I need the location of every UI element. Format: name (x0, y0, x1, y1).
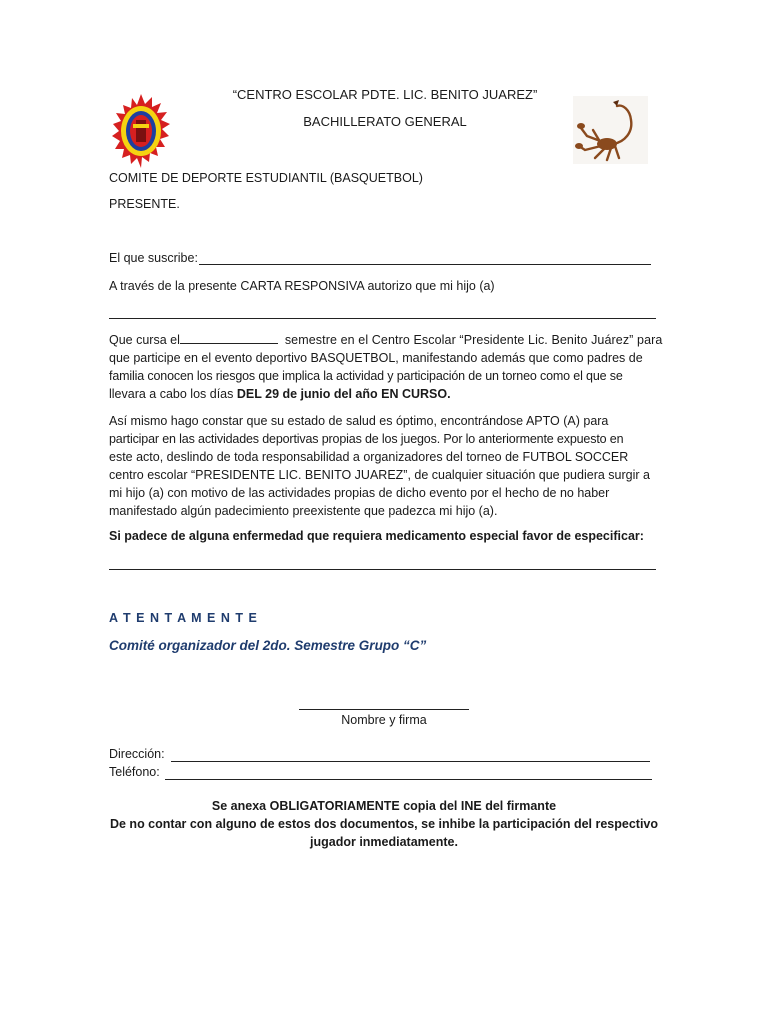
semester-blank[interactable] (180, 332, 278, 344)
committee-signature: Comité organizador del 2do. Semestre Grupo “C” (109, 638, 427, 653)
signature-blank[interactable] (299, 709, 469, 710)
suscribe-label: El que suscribe: (109, 251, 198, 265)
program-title: BACHILLERATO GENERAL (303, 114, 467, 129)
direccion-label: Dirección: (109, 747, 165, 761)
medical-blank[interactable] (109, 569, 656, 570)
school-emblem-icon (112, 94, 170, 168)
paragraph1-line4: llevara a cabo los días DEL 29 de junio del año EN CURSO. (109, 387, 451, 401)
school-title: “CENTRO ESCOLAR PDTE. LIC. BENITO JUAREZ” (232, 87, 538, 102)
paragraph2-line5: mi hijo (a) con motivo de las actividades propias de dicho evento por el hecho de no haber (109, 486, 610, 500)
note-line1: Se anexa OBLIGATORIAMENTE copia del INE del firmante (211, 799, 557, 813)
note-line3: jugador inmediatamente. (310, 835, 458, 849)
suscribe-blank[interactable] (199, 264, 651, 265)
child-name-blank[interactable] (109, 318, 656, 319)
signature-label: Nombre y firma (341, 713, 427, 727)
medical-question: Si padece de alguna enfermedad que requiera medicamento especial favor de especificar: (109, 529, 644, 543)
paragraph1-line1: Que cursa el semestre en el Centro Escolar “Presidente Lic. Benito Juárez” para (109, 333, 663, 347)
addressee-committee: COMITE DE DEPORTE ESTUDIANTIL (BASQUETBOL) (109, 171, 423, 185)
telefono-blank[interactable] (165, 779, 652, 780)
direccion-blank[interactable] (171, 761, 650, 762)
note-line2: De no contar con alguno de estos dos documentos, se inhibe la participación del respectivo (109, 817, 659, 831)
paragraph2-line6: manifestado algún padecimiento preexistente que padezca mi hijo (a). (109, 504, 498, 518)
telefono-label: Teléfono: (109, 765, 160, 779)
paragraph2-line2: participar en las actividades deportivas propias de los juegos. Por lo anteriormente expuesto en (109, 432, 624, 446)
paragraph2-line1: Así mismo hago constar que su estado de salud es óptimo, encontrándose APTO (A) para (109, 414, 609, 428)
atentamente: A T E N T A M E N T E (109, 611, 258, 625)
addressee-presente: PRESENTE. (109, 197, 180, 211)
paragraph1-line2: que participe en el evento deportivo BASQUETBOL, manifestando además que como padres de (109, 351, 643, 365)
carta-responsiva-line: A través de la presente CARTA RESPONSIVA autorizo que mi hijo (a) (109, 279, 495, 293)
paragraph2-line4: centro escolar “PRESIDENTE LIC. BENITO JUAREZ”, de cualquier situación que pudiera surgir a (109, 468, 650, 482)
paragraph2-line3: este acto, deslindo de toda responsabilidad a organizadores del torneo de FUTBOL SOCCER (109, 450, 629, 464)
scorpion-icon (573, 96, 648, 164)
paragraph1-line3: familia conocen los riesgos que implica la actividad y participación de un torneo como el que se (109, 369, 623, 383)
